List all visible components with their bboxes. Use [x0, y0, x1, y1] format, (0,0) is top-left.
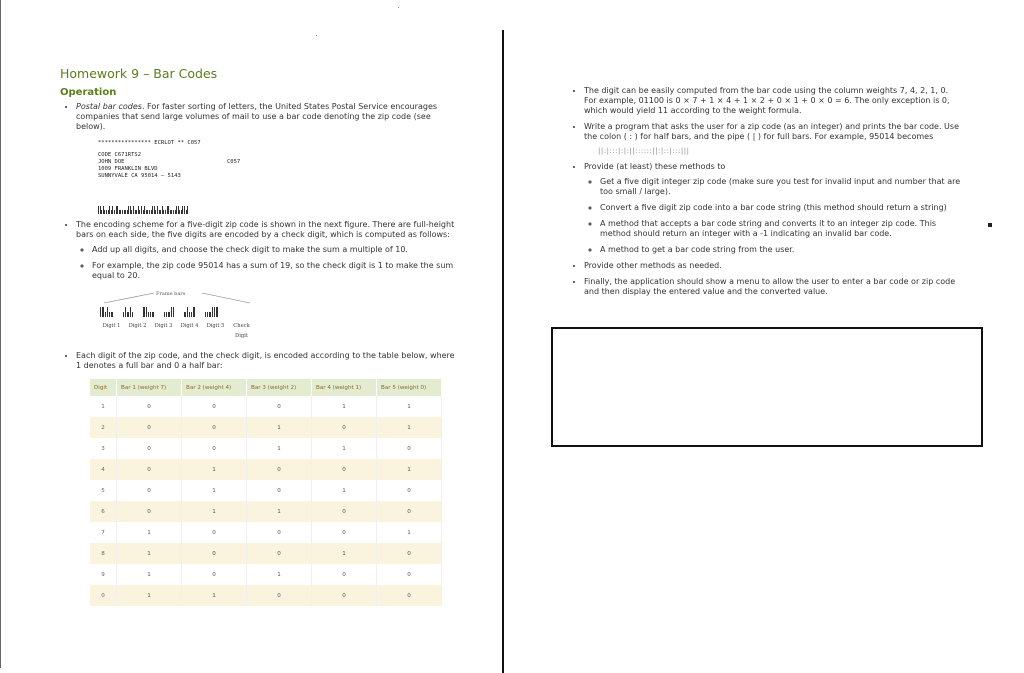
table-cell: 0: [377, 543, 442, 564]
envelope-city: SUNNYVALE CA 95014 – 5143: [98, 173, 181, 179]
digit-bar-group: [184, 307, 194, 317]
table-row: [90, 417, 442, 438]
barcode-bar: [107, 307, 108, 317]
barcode-bar: [216, 307, 217, 317]
method-item: ◦ Get a five digit integer zip code (make sure you test for invalid input and number that are too small / large).: [600, 177, 963, 197]
table-cell: 7: [90, 522, 117, 543]
table-cell: 0: [182, 543, 247, 564]
figure-label: Check Digit: [233, 323, 250, 339]
table-cell: 1: [117, 585, 182, 606]
table-cell: 0: [247, 543, 312, 564]
right-page: [568, 86, 963, 303]
methods-item: [584, 162, 963, 255]
table-cell: 0: [247, 396, 312, 417]
program-item: [584, 122, 963, 156]
table-cell: 1: [377, 396, 442, 417]
table-cell: 1: [247, 501, 312, 522]
table-row: [90, 480, 442, 501]
encoding-text: The encoding scheme for a five-digit zip code is shown in the next figure. There are full-height bars on each side, the five digits are encoded by a check digit, which is computed as follows:: [76, 220, 455, 239]
barcode-bar: [164, 312, 165, 317]
envelope-name: JOHN DOE: [98, 159, 125, 165]
digit-table-item: [76, 351, 460, 371]
table-cell: 1: [117, 522, 182, 543]
table-cell: 1: [247, 438, 312, 459]
figure-label: Digit 2: [128, 323, 147, 329]
table-header-cell: Digit: [90, 379, 117, 396]
encoding-item: [76, 220, 460, 343]
figure-label: Digit 3: [154, 323, 173, 329]
table-cell: 1: [312, 480, 377, 501]
table-cell: 0: [182, 564, 247, 585]
barcode-bar: [209, 312, 210, 317]
digit-bar-group: [100, 307, 113, 317]
barcode-bar: [168, 312, 169, 317]
table-cell: 0: [117, 501, 182, 522]
table-cell: 4: [90, 459, 117, 480]
table-row: [90, 585, 442, 606]
table-cell: 1: [117, 564, 182, 585]
table-cell: 0: [247, 480, 312, 501]
page-title: Homework 9 – Bar Codes: [60, 66, 218, 81]
page-divider: [502, 30, 504, 673]
table-header-cell: Bar 4 (weight 1): [312, 379, 377, 396]
table-row: [90, 564, 442, 585]
barcode-bar: [166, 312, 167, 317]
table-cell: 0: [117, 417, 182, 438]
barcode-bar: [187, 206, 188, 214]
barcode-bar: [100, 307, 101, 317]
method-item: ◦ A method to get a bar code string from the user.: [600, 245, 963, 255]
other-methods-item: • Provide other methods as needed.: [584, 261, 963, 271]
frame-bars-label: Frame bars: [156, 291, 186, 297]
figure-label: Digit 5: [206, 323, 225, 329]
barcode-bar: [191, 312, 192, 317]
method-item: ◦ A method that accepts a bar code string and converts it to an integer zip code. This method should return an integer with a -1 indicating an invalid bar code.: [600, 219, 963, 239]
barcode-bar: [127, 312, 128, 317]
table-cell: 0: [377, 564, 442, 585]
table-cell: 3: [90, 438, 117, 459]
marker-square: [988, 223, 992, 227]
program-text: Write a program that asks the user for a zip code (as an integer) and prints the bar code. Use the colon ( : ) for half bars, and the pipe ( | ) for full bars. For example, 95014 becomes: [584, 122, 959, 141]
figure-label: Digit 1: [102, 323, 121, 329]
barcode-bar: [111, 312, 112, 317]
table-cell: 0: [247, 522, 312, 543]
envelope-route: C057: [227, 159, 241, 165]
digit-bar-group: [123, 307, 133, 317]
table-cell: 0: [312, 501, 377, 522]
barcode-bar: [150, 312, 151, 317]
table-cell: 8: [90, 543, 117, 564]
digit-bar-group: [205, 307, 218, 317]
table-cell: 0: [117, 396, 182, 417]
table-cell: 0: [117, 438, 182, 459]
left-page: [60, 66, 460, 606]
table-row: [90, 438, 442, 459]
table-cell: 0: [377, 480, 442, 501]
table-header-cell: Bar 3 (weight 2): [247, 379, 312, 396]
table-cell: 0: [182, 396, 247, 417]
table-row: [90, 501, 442, 522]
weights-item: • The digit can be easily computed from the bar code using the column weights 7, 4, 2, 1, 0. For example, 01100 is 0 × 7 + 1 × 4 + 1 × 2 + 0 × 1 + 0 × 0 = 6. The only exception is 0, which would yield 11 according to the weight formula.: [584, 86, 963, 116]
answer-box: [551, 327, 983, 447]
barcode-bar: [130, 307, 131, 317]
barcode-bar: [184, 312, 185, 317]
intro-item: [76, 102, 460, 214]
table-cell: 0: [117, 459, 182, 480]
table-cell: 1: [247, 417, 312, 438]
main-list: [60, 102, 460, 371]
barcode-bar: [125, 307, 126, 317]
table-cell: 0: [312, 459, 377, 480]
digit-table-intro: Each digit of the zip code, and the check digit, is encoded according to the table below, where 1 denotes a full bar and 0 a half bar:: [76, 351, 455, 370]
table-cell: 0: [312, 585, 377, 606]
table-cell: 0: [312, 564, 377, 585]
digit-bar-group: [143, 307, 153, 317]
table-row: [90, 522, 442, 543]
table-header-row: [90, 379, 442, 396]
table-cell: 1: [312, 438, 377, 459]
barcode-bar: [102, 307, 103, 317]
table-cell: 1: [90, 396, 117, 417]
barcode-bar: [146, 307, 147, 317]
intro-text: . For faster sorting of letters, the United States Postal Service encourages companies that send large volumes of mail to use a bar code denoting the zip code (see below).: [76, 102, 438, 131]
envelope-code: CODE C671RTS2: [98, 152, 142, 158]
table-cell: 1: [312, 543, 377, 564]
encoding-table: [90, 379, 442, 606]
speck: [398, 7, 399, 8]
table-row: [90, 396, 442, 417]
table-header-cell: Bar 2 (weight 4): [182, 379, 247, 396]
barcode-digit-groups: [100, 307, 218, 317]
barcode-bar: [189, 312, 190, 317]
barcode-bar: [212, 307, 213, 317]
table-cell: 6: [90, 501, 117, 522]
table-cell: 1: [312, 396, 377, 417]
table-cell: 0: [312, 522, 377, 543]
barcode-bar: [173, 307, 174, 317]
envelope-address: [98, 140, 460, 180]
table-header-cell: Bar 1 (weight 7): [117, 379, 182, 396]
postal-barcode-image: [98, 206, 460, 214]
table-cell: 1: [182, 459, 247, 480]
barcode-bar: [105, 312, 106, 317]
table-cell: 1: [182, 480, 247, 501]
table-cell: 1: [377, 417, 442, 438]
barcode-bar: [148, 312, 149, 317]
envelope-name-row: [98, 159, 460, 166]
speck: [316, 35, 317, 36]
methods-list: [584, 177, 963, 255]
table-cell: 0: [182, 438, 247, 459]
barcode-bar: [132, 312, 133, 317]
table-cell: 0: [182, 417, 247, 438]
table-header-cell: Bar 5 (weight 0): [377, 379, 442, 396]
method-item: ◦ Convert a five digit zip code into a bar code string (this method should return a string): [600, 203, 963, 213]
barcode-bar: [207, 312, 208, 317]
sub-item: ◦ For example, the zip code 95014 has a sum of 19, so the check digit is 1 to make the sum equal to 20.: [92, 261, 460, 281]
barcode-bar: [193, 307, 194, 317]
sub-list: [76, 245, 460, 281]
barcode-bar: [187, 307, 188, 317]
methods-text: Provide (at least) these methods to: [584, 162, 726, 171]
barcode-bar: [123, 312, 124, 317]
table-cell: 5: [90, 480, 117, 501]
table-cell: 0: [247, 459, 312, 480]
figure-label: Digit 4: [180, 323, 199, 329]
table-cell: 1: [377, 459, 442, 480]
barcode-bar: [214, 307, 215, 317]
table-cell: 1: [182, 501, 247, 522]
table-cell: 1: [377, 522, 442, 543]
section-heading: Operation: [60, 87, 117, 98]
table-cell: 1: [247, 564, 312, 585]
page-edge: [0, 0, 1, 668]
table-cell: 0: [90, 585, 117, 606]
table-cell: 1: [117, 543, 182, 564]
table-cell: 1: [182, 585, 247, 606]
table-cell: 9: [90, 564, 117, 585]
table-cell: 0: [247, 585, 312, 606]
digit-bar-group: [164, 307, 174, 317]
table-cell: 0: [312, 417, 377, 438]
table-cell: 2: [90, 417, 117, 438]
table-cell: 0: [182, 522, 247, 543]
intro-emphasis: Postal bar codes: [76, 102, 142, 111]
right-list: [568, 86, 963, 297]
table-cell: 0: [377, 585, 442, 606]
barcode-bar: [143, 307, 144, 317]
table-row: [90, 459, 442, 480]
sample-barcode: ||:|:::|:|:||::::::||:|::|:::|||: [598, 147, 690, 155]
barcode-bar: [152, 312, 153, 317]
barcode-bar: [171, 307, 172, 317]
envelope-street: 1009 FRANKLIN BLVD: [98, 166, 158, 172]
barcode-figure: [96, 291, 266, 343]
table-cell: 0: [117, 480, 182, 501]
barcode-bar: [205, 312, 206, 317]
figure-labels: [100, 321, 253, 341]
table-row: [90, 543, 442, 564]
menu-item: • Finally, the application should show a menu to allow the user to enter a bar code or zip code and then display the entered value and the converted value.: [584, 277, 963, 297]
table-cell: 0: [377, 501, 442, 522]
envelope-line: **************** ECRLOT ** C057: [98, 140, 201, 146]
barcode-bar: [109, 312, 110, 317]
sub-item: ◦ Add up all digits, and choose the check digit to make the sum a multiple of 10.: [92, 245, 460, 255]
table-cell: 0: [377, 438, 442, 459]
table-body: [90, 396, 442, 606]
